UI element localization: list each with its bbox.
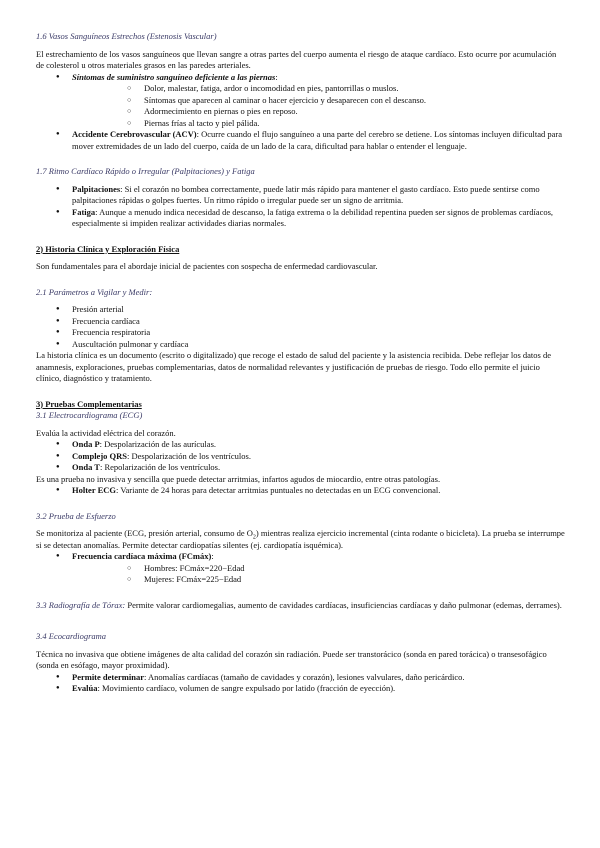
bullet-label: Palpitaciones	[72, 183, 121, 194]
list-item	[36, 72, 566, 130]
list-item	[36, 207, 566, 230]
list-item	[36, 551, 566, 586]
section-1-6-list	[36, 72, 566, 153]
list-item	[36, 451, 566, 463]
list-item: ● Presión arterial	[36, 304, 566, 316]
list-item: ● Auscultación pulmonar y cardíaca	[36, 339, 566, 351]
list-item: ● Frecuencia cardíaca	[36, 316, 566, 328]
section-3-4-text: Técnica no invasiva que obtiene imágenes de alta calidad del corazón sin radiación. Puede ser transtorácico (sonda en pared torácica) o transesofágico (sonda en esófago, mayor proximidad).	[36, 648, 547, 670]
section-3-1-text: Es una prueba no invasiva y sencilla que puede detectar arritmias, infartos agudos de miocardio, entre otras patologías.	[36, 473, 441, 484]
list-item	[36, 672, 566, 684]
section-2-1-heading: 2.1 Parámetros a Vigilar y Medir:	[36, 286, 153, 297]
section-3-2-list	[36, 551, 566, 586]
sub-list-item: ○ Dolor, malestar, fatiga, ardor o incomodidad en pies, pantorrillas o muslos.	[72, 83, 566, 95]
list-item: ● Frecuencia respiratoria	[36, 327, 566, 339]
list-item	[36, 129, 566, 152]
list-item	[36, 462, 566, 474]
section-3-2-text	[36, 528, 566, 551]
section-2-intro: Son fundamentales para el abordaje inicial de pacientes con sospecha de enfermedad cardiovascular.	[36, 261, 378, 271]
list-item	[36, 184, 566, 207]
section-1-6-intro: El estrechamiento de los vasos sanguíneos que llevan sangre a otras partes del cuerpo aumenta el riesgo de ataque cardíaco. Esto ocurre por acumulación de colesterol u otros materiales grasos en las paredes arteriales.	[36, 48, 557, 70]
bullet-colon: :	[211, 551, 214, 561]
section-3-1-heading: 3.1 Electrocardiograma (ECG)	[36, 410, 143, 420]
section-3-4-heading: 3.4 Ecocardiograma	[36, 631, 107, 641]
bullet-text: : Despolarización de las aurículas.	[99, 439, 216, 449]
sub-list	[72, 83, 566, 129]
section-1-7-heading: 1.7 Ritmo Cardíaco Rápido o Irregular (Palpitaciones) y Fatiga	[36, 166, 255, 176]
section-2-1-text: La historia clínica es un documento (escrito o digitalizado) que recoge el estado de salud del paciente y la asistencia recibida. Debe reflejar los datos de anamnesis, exploraciones, pruebas complementarias, datos de normalidad relevantes y justificación de pruebas de riesgo. Todo ello permite el juicio clínico, diagnóstico y tratamiento.	[36, 350, 551, 383]
bullet-text: : Variante de 24 horas para detectar arritmias puntuales no detectadas en un ECG convencional.	[116, 485, 441, 495]
sub-list-item: ○ Adormecimiento en piernas o pies en reposo.	[72, 106, 566, 118]
bullet-label: Onda P	[72, 439, 100, 449]
section-2-1-list	[36, 304, 566, 350]
bullet-label: Evalúa	[72, 683, 98, 693]
section-3-3-paragraph	[36, 600, 566, 612]
holter-list	[36, 485, 566, 497]
list-item	[36, 439, 566, 451]
sub-list	[72, 563, 566, 586]
bullet-text: : Despolarización de los ventrículos.	[127, 450, 251, 461]
section-3-1-list	[36, 439, 566, 474]
section-3-1-intro: Evalúa la actividad eléctrica del corazón.	[36, 427, 176, 438]
section-3-4-list	[36, 672, 566, 695]
bullet-colon: :	[275, 71, 278, 82]
bullet-label: Frecuencia cardíaca máxima (FCmáx)	[72, 551, 212, 561]
section-2-heading: 2) Historia Clínica y Exploración Física	[36, 243, 180, 254]
bullet-label: Síntomas de suministro sanguíneo deficiente a las piernas	[72, 71, 276, 82]
bullet-label: Fatiga	[72, 206, 96, 217]
bullet-label: Holter ECG	[72, 485, 116, 495]
subscript: 2	[252, 534, 256, 541]
bullet-text: : Repolarización de los ventrículos.	[99, 462, 221, 472]
section-3-heading: 3) Pruebas Complementarias	[36, 398, 142, 409]
section-3-3-text: Permite valorar cardiomegalias, aumento de cavidades cardíacas, insuficiencias cardíacas y daño pulmonar (edemas, derrames).	[125, 599, 562, 610]
bullet-text: : Aunque a menudo indica necesidad de descanso, la fatiga extrema o la debilidad repentina pueden ser signos de problemas cardíacos, especialmente si impiden realizar actividades diarias normales.	[72, 206, 554, 228]
document-page	[36, 31, 566, 695]
sub-list-item: ○ Síntomas que aparecen al caminar o hacer ejercicio y desaparecen con el descanso.	[72, 95, 566, 107]
bullet-label: Onda T	[72, 462, 100, 472]
bullet-text: : Anomalías cardíacas (tamaño de cavidades y corazón), lesiones valvulares, daño pericárdico.	[143, 671, 465, 682]
text-part: ) mientras realiza ejercicio incremental (cinta rodante o bicicleta). La prueba se interrumpe si se detectan anomalías. Permite detectar cardiopatías silentes (ej. cardiopatía isquémica).	[36, 528, 565, 550]
section-3-3-heading: 3.3 Radiografía de Tórax:	[36, 599, 126, 610]
bullet-label: Complejo QRS	[72, 450, 128, 461]
list-item	[36, 683, 566, 695]
text-part: Se monitoriza al paciente (ECG, presión arterial, consumo de O	[36, 528, 253, 538]
bullet-text: : Movimiento cardíaco, volumen de sangre expulsado por latido (fracción de eyección).	[97, 683, 396, 693]
sub-list-item: ○ Mujeres: FCmáx=225−Edad	[72, 574, 566, 586]
bullet-label: Permite determinar	[72, 671, 144, 682]
list-item	[36, 485, 566, 497]
sub-list-item: ○ Piernas frías al tacto y piel pálida.	[72, 118, 566, 130]
section-1-7-list	[36, 184, 566, 230]
section-1-6-heading: 1.6 Vasos Sanguíneos Estrechos (Estenosis Vascular)	[36, 31, 217, 41]
bullet-text: : Si el corazón no bombea correctamente, puede latir más rápido para mantener el gasto cardíaco. Esto puede sentirse como palpitaciones rápidas o golpes fuertes. Un ritmo rápido o irregular puede ser un signo de arritmia.	[72, 183, 540, 205]
sub-list-item: ○ Hombres: FCmáx=220−Edad	[72, 563, 566, 575]
bullet-label: Accidente Cerebrovascular (ACV)	[72, 129, 197, 139]
section-3-2-heading: 3.2 Prueba de Esfuerzo	[36, 510, 116, 521]
bullet-text: : Ocurre cuando el flujo sanguíneo a una parte del cerebro se detiene. Los síntomas incluyen dificultad para mover extremidades de un lado del cuerpo, caída de un lado de la cara, dificultad para hablar o entender el lenguaje.	[72, 129, 563, 151]
